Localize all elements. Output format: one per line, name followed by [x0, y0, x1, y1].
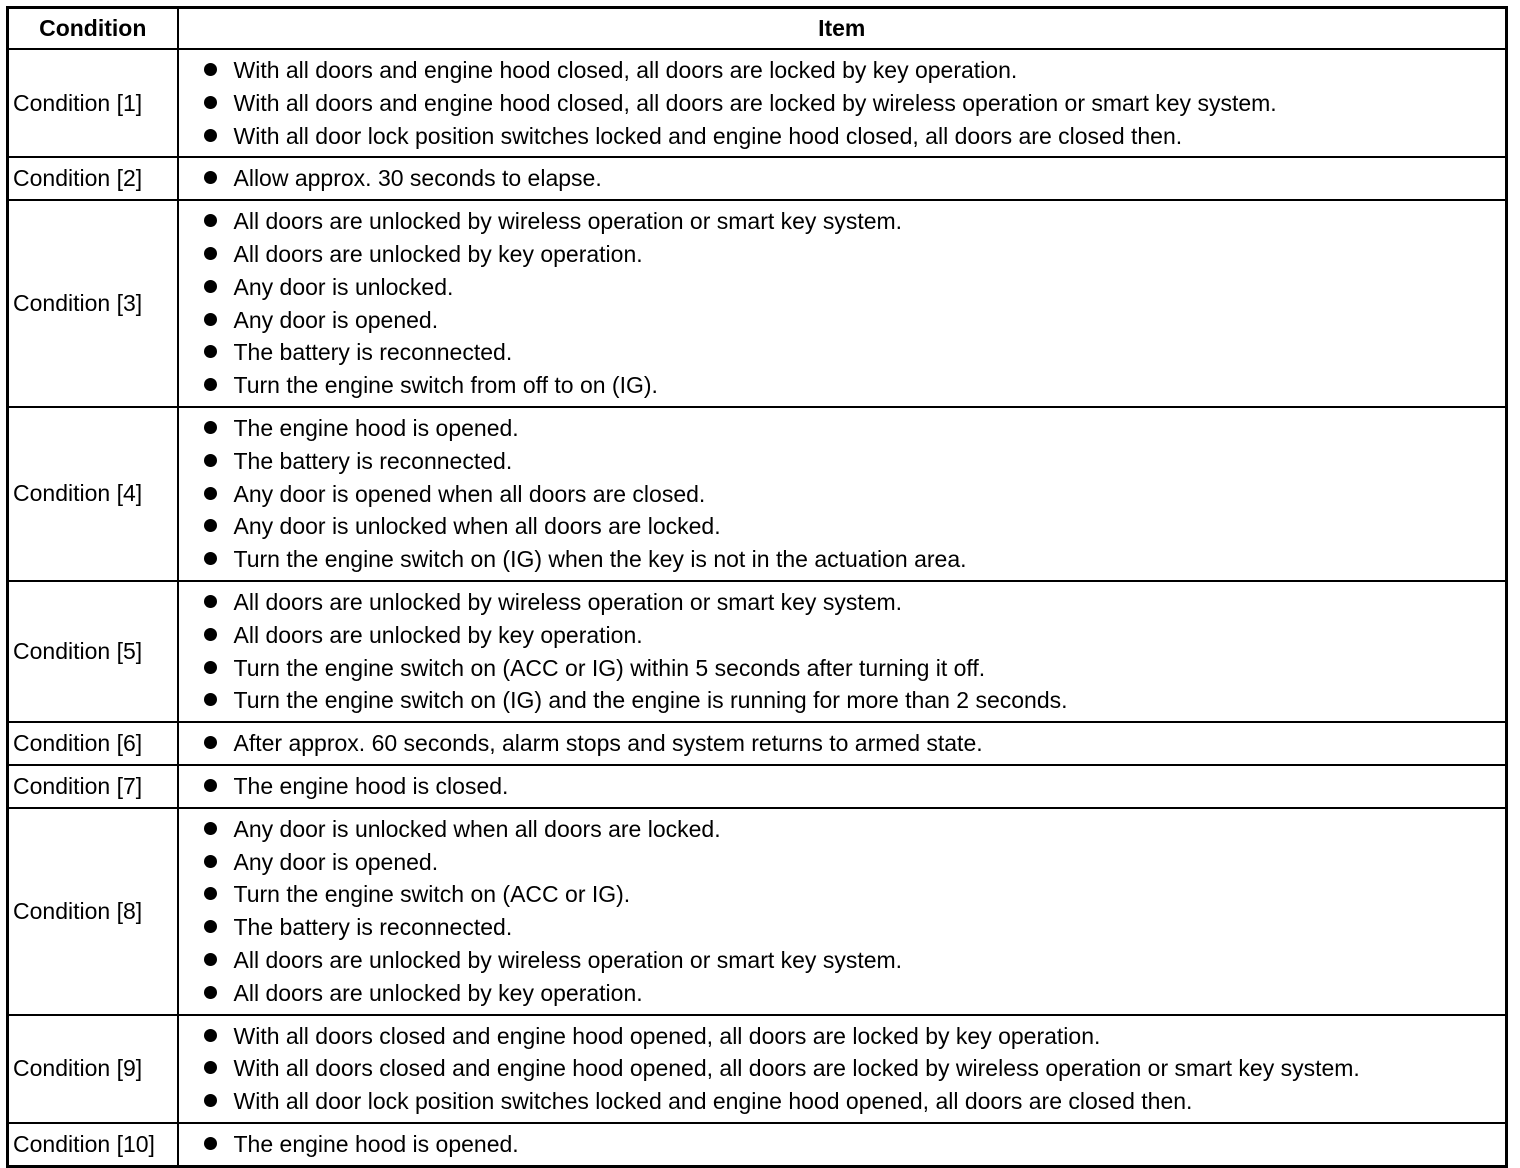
table-row — [8, 200, 1507, 407]
item-text: Any door is unlocked. — [233, 273, 454, 300]
bullet-icon — [204, 280, 217, 293]
item-text: Allow approx. 30 seconds to elapse. — [233, 165, 602, 192]
bullet-icon — [204, 487, 217, 500]
table-row — [8, 49, 1507, 157]
list-item — [179, 813, 1506, 846]
list-item — [179, 727, 1506, 760]
list-item — [179, 478, 1506, 511]
item-text: The battery is reconnected. — [233, 447, 513, 474]
list-item — [179, 120, 1506, 153]
bullet-icon — [204, 1137, 217, 1150]
list-item — [179, 619, 1506, 652]
item-text: The battery is reconnected. — [233, 339, 513, 366]
condition-label: Condition [7] — [8, 765, 178, 808]
condition-label: Condition [3] — [8, 200, 178, 407]
list-item — [179, 369, 1506, 402]
item-list — [179, 770, 1506, 803]
bullet-icon — [204, 171, 217, 184]
table-row — [8, 765, 1507, 808]
item-text: Any door is opened. — [233, 848, 439, 875]
item-text: The engine hood is closed. — [233, 772, 509, 799]
item-list — [179, 813, 1506, 1010]
item-text: With all doors and engine hood closed, all doors are locked by key operation. — [233, 57, 1018, 83]
item-text: Turn the engine switch on (ACC or IG). — [233, 881, 631, 908]
list-item — [179, 586, 1506, 619]
item-text: The engine hood is opened. — [233, 1130, 519, 1157]
item-cell — [178, 765, 1507, 808]
list-item — [179, 238, 1506, 271]
list-item — [179, 911, 1506, 944]
bullet-icon — [204, 1094, 217, 1107]
bullet-icon — [204, 454, 217, 467]
item-cell — [178, 200, 1507, 407]
condition-label: Condition [8] — [8, 808, 178, 1015]
bullet-icon — [204, 1061, 217, 1074]
bullet-icon — [204, 661, 217, 674]
list-item — [179, 304, 1506, 337]
bullet-icon — [204, 96, 217, 109]
bullet-icon — [204, 552, 217, 565]
item-list — [179, 727, 1506, 760]
item-text: Turn the engine switch on (IG) and the engine is running for more than 2 seconds. — [233, 687, 1068, 714]
bullet-icon — [204, 887, 217, 900]
header-condition: Condition — [8, 8, 178, 50]
item-cell — [178, 49, 1507, 157]
condition-label: Condition [6] — [8, 722, 178, 765]
item-cell — [178, 722, 1507, 765]
bullet-icon — [204, 822, 217, 835]
list-item — [179, 684, 1506, 717]
bullet-icon — [204, 313, 217, 326]
item-list — [179, 1128, 1506, 1161]
item-text: All doors are unlocked by wireless operation or smart key system. — [233, 946, 903, 973]
list-item — [179, 770, 1506, 803]
bullet-icon — [204, 779, 217, 792]
item-list — [179, 205, 1506, 402]
list-item — [179, 336, 1506, 369]
item-list — [179, 412, 1506, 576]
bullet-icon — [204, 345, 217, 358]
condition-label: Condition [1] — [8, 49, 178, 157]
item-text: All doors are unlocked by key operation. — [233, 979, 643, 1006]
item-text: Any door is opened. — [233, 306, 439, 333]
item-text: Any door is opened when all doors are closed. — [233, 480, 706, 507]
bullet-icon — [204, 247, 217, 260]
bullet-icon — [204, 63, 217, 76]
bullet-icon — [204, 129, 217, 142]
list-item — [179, 543, 1506, 576]
item-cell — [178, 407, 1507, 581]
bullet-icon — [204, 855, 217, 868]
bullet-icon — [204, 628, 217, 641]
list-item — [179, 162, 1506, 195]
list-item — [179, 878, 1506, 911]
item-text: Any door is unlocked when all doors are locked. — [233, 815, 721, 842]
table-row — [8, 722, 1507, 765]
table-row — [8, 1123, 1507, 1166]
table-row — [8, 407, 1507, 581]
bullet-icon — [204, 920, 217, 933]
item-cell — [178, 581, 1507, 722]
item-text: Turn the engine switch on (IG) when the key is not in the actuation area. — [233, 546, 967, 573]
condition-label: Condition [4] — [8, 407, 178, 581]
item-cell — [178, 808, 1507, 1015]
bullet-icon — [204, 1029, 217, 1042]
list-item — [179, 977, 1506, 1010]
table-row — [8, 581, 1507, 722]
condition-label: Condition [5] — [8, 581, 178, 722]
table-row — [8, 1015, 1507, 1123]
bullet-icon — [204, 693, 217, 706]
item-text: All doors are unlocked by wireless operation or smart key system. — [233, 208, 903, 235]
item-text: The engine hood is opened. — [233, 414, 519, 441]
list-item — [179, 1052, 1506, 1085]
bullet-icon — [204, 736, 217, 749]
item-cell — [178, 1015, 1507, 1123]
table-row — [8, 157, 1507, 200]
header-row — [8, 8, 1507, 50]
item-list — [179, 1020, 1506, 1118]
list-item — [179, 1128, 1506, 1161]
item-text: The battery is reconnected. — [233, 914, 513, 941]
list-item — [179, 205, 1506, 238]
bullet-icon — [204, 421, 217, 434]
bullet-icon — [204, 595, 217, 608]
item-text: With all door lock position switches locked and engine hood closed, all doors are closed then. — [233, 122, 1183, 149]
condition-table — [6, 6, 1508, 1168]
item-text: Any door is unlocked when all doors are locked. — [233, 513, 721, 540]
bullet-icon — [204, 214, 217, 227]
list-item — [179, 1020, 1506, 1053]
item-text: Turn the engine switch from off to on (IG). — [233, 372, 658, 399]
condition-label: Condition [2] — [8, 157, 178, 200]
item-text: All doors are unlocked by key operation. — [233, 240, 643, 267]
item-text: With all doors closed and engine hood opened, all doors are locked by wireless operation or smart key system. — [233, 1055, 1360, 1082]
list-item — [179, 846, 1506, 879]
item-list — [179, 54, 1506, 152]
list-item — [179, 412, 1506, 445]
list-item — [179, 271, 1506, 304]
item-text: With all door lock position switches locked and engine hood opened, all doors are closed then. — [233, 1088, 1193, 1115]
list-item — [179, 652, 1506, 685]
list-item — [179, 510, 1506, 543]
item-text: With all doors closed and engine hood opened, all doors are locked by key operation. — [233, 1022, 1101, 1049]
bullet-icon — [204, 986, 217, 999]
item-text: With all doors and engine hood closed, all doors are locked by wireless operation or smart key system. — [233, 89, 1277, 116]
condition-label: Condition [9] — [8, 1015, 178, 1123]
list-item — [179, 87, 1506, 120]
item-text: After approx. 60 seconds, alarm stops and system returns to armed state. — [233, 730, 983, 757]
list-item — [179, 54, 1506, 87]
item-text: All doors are unlocked by key operation. — [233, 621, 643, 648]
list-item — [179, 445, 1506, 478]
bullet-icon — [204, 953, 217, 966]
table-row — [8, 808, 1507, 1015]
bullet-icon — [204, 378, 217, 391]
item-cell — [178, 1123, 1507, 1166]
bullet-icon — [204, 519, 217, 532]
item-cell — [178, 157, 1507, 200]
item-list — [179, 162, 1506, 195]
header-item: Item — [178, 8, 1507, 50]
condition-label: Condition [10] — [8, 1123, 178, 1166]
item-list — [179, 586, 1506, 717]
list-item — [179, 944, 1506, 977]
item-text: All doors are unlocked by wireless operation or smart key system. — [233, 588, 903, 615]
list-item — [179, 1085, 1506, 1118]
table-body — [8, 49, 1507, 1166]
item-text: Turn the engine switch on (ACC or IG) within 5 seconds after turning it off. — [233, 654, 986, 681]
